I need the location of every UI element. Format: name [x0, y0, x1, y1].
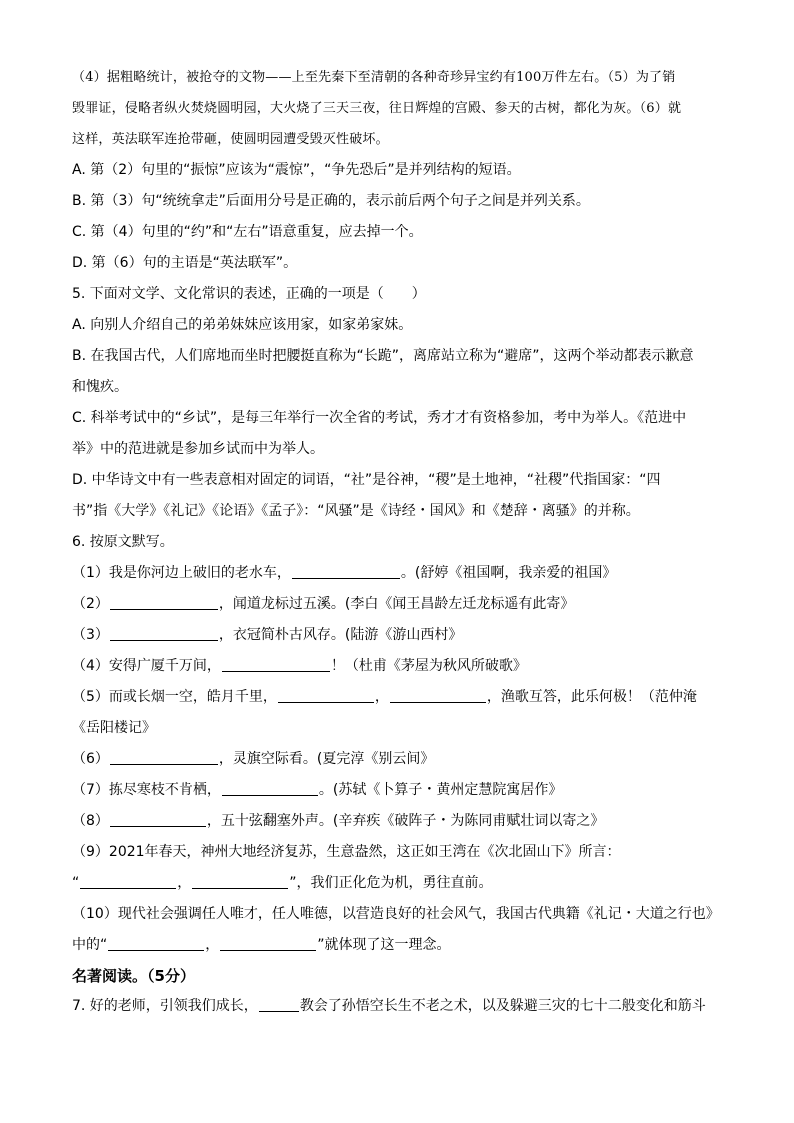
q4-option-c: C. 第（4）句里的“约”和“左右”语意重复，应去掉一个。: [72, 224, 423, 240]
q4-option-b: B. 第（3）句“统统拿走”后面用分号是正确的，表示前后两个句子之间是并列关系。: [72, 193, 590, 209]
answer-blank[interactable]: [220, 936, 316, 951]
q4-option-d: D. 第（6）句的主语是“英法联军”。: [72, 255, 298, 271]
q5-option-d-line-2: 书”指《大学》《礼记》《论语》《孟子》：“风骚”是《诗经・国风》和《楚辞・离骚》的并称。: [72, 503, 640, 519]
q5-option-c-line-1: C. 科举考试中的“乡试”，是每三年举行一次全省的考试，秀才才有资格参加，考中为举人。《范进中: [72, 410, 687, 426]
answer-blank[interactable]: [259, 997, 299, 1012]
q4-option-a: A. 第（2）句里的“振惊”应该为“震惊”，“争先恐后”是并列结构的短语。: [72, 162, 521, 178]
q6-item-3: （3） ，衣冠简朴古风存。(陆游《游山西村》: [72, 627, 463, 643]
q5-option-d-line-1: D. 中华诗文中有一些表意相对固定的词语，“社”是谷神，“稷”是土地神，“社稷”代指国家：“四: [72, 472, 661, 488]
q6-stem: 6. 按原文默写。: [72, 534, 174, 550]
q6-item-1: （1）我是你河边上破旧的老水车， 。(舒婷《祖国啊，我亲爱的祖国》: [72, 565, 617, 581]
answer-blank[interactable]: [110, 750, 218, 765]
passage-line-2: 毁罪证，侵略者纵火焚烧圆明园，大火烧了三天三夜，往日辉煌的宫殿、参天的古树，都化为灰。（6）就: [72, 101, 682, 116]
q7-stem: 7. 好的老师，引领我们成长， 教会了孙悟空长生不老之术，以及躲避三灾的七十二般变化和筋斗: [72, 998, 706, 1014]
q5-option-b-line-2: 和愧疚。: [72, 379, 128, 395]
answer-blank[interactable]: [222, 657, 330, 672]
answer-blank[interactable]: [292, 564, 400, 579]
q6-item-10: （10）现代社会强调任人唯才，任人唯德，以营造良好的社会风气，我国古代典籍《礼记・大道之行也》: [72, 906, 720, 922]
document-page: [72, 62, 722, 1022]
q6-item-6: （6） ，灵旗空际看。(夏完淳《别云间》: [72, 751, 435, 767]
answer-blank[interactable]: [110, 626, 218, 641]
q6-item-5-source: 《岳阳楼记》: [72, 720, 156, 736]
answer-blank[interactable]: [192, 874, 288, 889]
q5-option-b-line-1: B. 在我国古代，人们席地而坐时把腰挺直称为“长跪”，离席站立称为“避席”，这两个举动都表示歉意: [72, 348, 694, 364]
answer-blank[interactable]: [222, 781, 318, 796]
answer-blank[interactable]: [278, 688, 374, 703]
q6-item-4: （4）安得广厦千万间， ！（杜甫《茅屋为秋风所破歌》: [72, 658, 527, 674]
q5-stem: 5. 下面对文学、文化常识的表述，正确的一项是（ ）: [72, 286, 426, 302]
answer-blank[interactable]: [390, 688, 486, 703]
answer-blank[interactable]: [80, 874, 176, 889]
q6-item-9: （9）2021年春天，神州大地经济复苏，生意盎然，这正如王湾在《次北固山下》所言：: [72, 844, 621, 860]
passage-line-1: （4）据粗略统计，被抢夺的文物——上至先秦下至清朝的各种奇珍异宝约有100万件左右。（5）为了销: [72, 70, 676, 85]
q6-item-5: （5）而或长烟一空，皓月千里， ， ，渔歌互答，此乐何极！（范仲淹: [72, 689, 697, 705]
answer-blank[interactable]: [110, 595, 218, 610]
answer-blank[interactable]: [110, 812, 206, 827]
q6-item-2: （2） ，闻道龙标过五溪。(李白《闻王昌龄左迁龙标遥有此寄》: [72, 596, 575, 612]
section-heading: 名著阅读。（5分）: [72, 967, 195, 985]
q6-item-9-answer: “ ， ”，我们正化危为机，勇往直前。: [72, 875, 493, 891]
q6-item-7: （7）拣尽寒枝不肯栖， 。(苏轼《卜算子・黄州定慧院寓居作》: [72, 782, 563, 798]
q6-item-8: （8） ，五十弦翻塞外声。(辛弃疾《破阵子・为陈同甫赋壮词以寄之》: [72, 813, 605, 829]
q5-option-a: A. 向别人介绍自己的弟弟妹妹应该用家，如家弟家妹。: [72, 317, 413, 333]
q6-item-10-answer: 中的“ ， ”就体现了这一理念。: [72, 937, 451, 953]
passage-line-3: 这样，英法联军连抢带砸，使圆明园遭受毁灭性破坏。: [72, 132, 389, 147]
answer-blank[interactable]: [108, 936, 204, 951]
q5-option-c-line-2: 举》中的范进就是参加乡试而中为举人。: [72, 441, 324, 457]
